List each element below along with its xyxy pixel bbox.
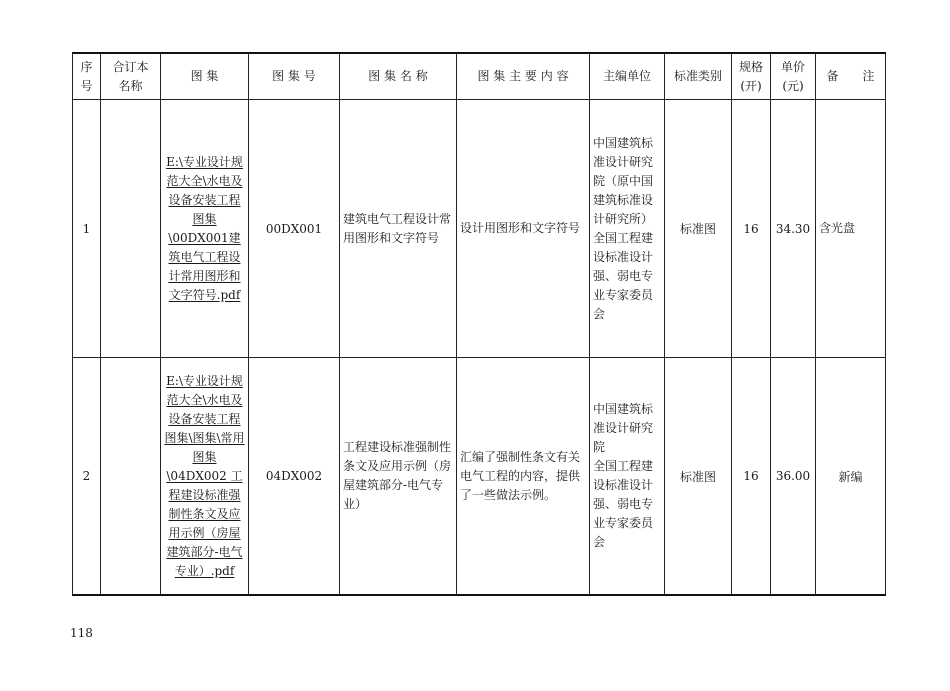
cell-content: 设计用图形和文字符号 bbox=[457, 100, 590, 358]
cell-spec: 16 bbox=[732, 100, 771, 358]
cell-atlas-no: 00DX001 bbox=[249, 100, 340, 358]
cell-spec: 16 bbox=[732, 358, 771, 596]
header-spec: 规格 (开) bbox=[732, 53, 771, 100]
page-number: 118 bbox=[70, 626, 93, 640]
cell-price: 34.30 bbox=[771, 100, 816, 358]
cell-atlas bbox=[161, 100, 249, 358]
header-volume: 合订本 名称 bbox=[101, 53, 161, 100]
cell-atlas-name: 建筑电气工程设计常用图形和文字符号 bbox=[340, 100, 457, 358]
header-atlas-no: 图 集 号 bbox=[249, 53, 340, 100]
atlas-file-link[interactable]: E:\专业设计规范大全\水电及设备安装工程图集\图集\常用图集\04DX002 工程建设标准强制性条文及应用示例（房屋建筑部分-电气专业）.pdf bbox=[164, 373, 245, 578]
cell-seq: 2 bbox=[73, 358, 101, 596]
atlas-file-link[interactable]: E:\专业设计规范大全\水电及设备安装工程图集\00DX001建筑电气工程设计常用图形和文字符号.pdf bbox=[166, 154, 243, 302]
cell-atlas-name: 工程建设标准强制性条文及应用示例（房屋建筑部分-电气专业） bbox=[340, 358, 457, 596]
cell-atlas-no: 04DX002 bbox=[249, 358, 340, 596]
cell-editor: 中国建筑标准设计研究院（原中国建筑标准设计研究所） 全国工程建设标准设计强、弱电专业专家委员会 bbox=[590, 100, 665, 358]
cell-seq: 1 bbox=[73, 100, 101, 358]
cell-atlas bbox=[161, 358, 249, 596]
header-content: 图 集 主 要 内 容 bbox=[457, 53, 590, 100]
table-row bbox=[73, 358, 886, 596]
header-editor: 主编单位 bbox=[590, 53, 665, 100]
cell-volume bbox=[101, 358, 161, 596]
header-row bbox=[73, 53, 886, 100]
cell-editor: 中国建筑标准设计研究院 全国工程建设标准设计强、弱电专业专家委员会 bbox=[590, 358, 665, 596]
header-atlas: 图 集 bbox=[161, 53, 249, 100]
cell-volume bbox=[101, 100, 161, 358]
cell-content: 汇编了强制性条文有关电气工程的内容，提供了一些做法示例。 bbox=[457, 358, 590, 596]
header-remark: 备 注 bbox=[816, 53, 886, 100]
header-atlas-name: 图 集 名 称 bbox=[340, 53, 457, 100]
header-price: 单价 (元) bbox=[771, 53, 816, 100]
cell-price: 36.00 bbox=[771, 358, 816, 596]
header-category: 标准类别 bbox=[665, 53, 732, 100]
atlas-catalog-table bbox=[72, 52, 886, 596]
header-seq: 序 号 bbox=[73, 53, 101, 100]
cell-remark: 含光盘 bbox=[816, 100, 886, 358]
table-row bbox=[73, 100, 886, 358]
cell-category: 标准图 bbox=[665, 358, 732, 596]
cell-remark: 新编 bbox=[816, 358, 886, 596]
cell-category: 标准图 bbox=[665, 100, 732, 358]
